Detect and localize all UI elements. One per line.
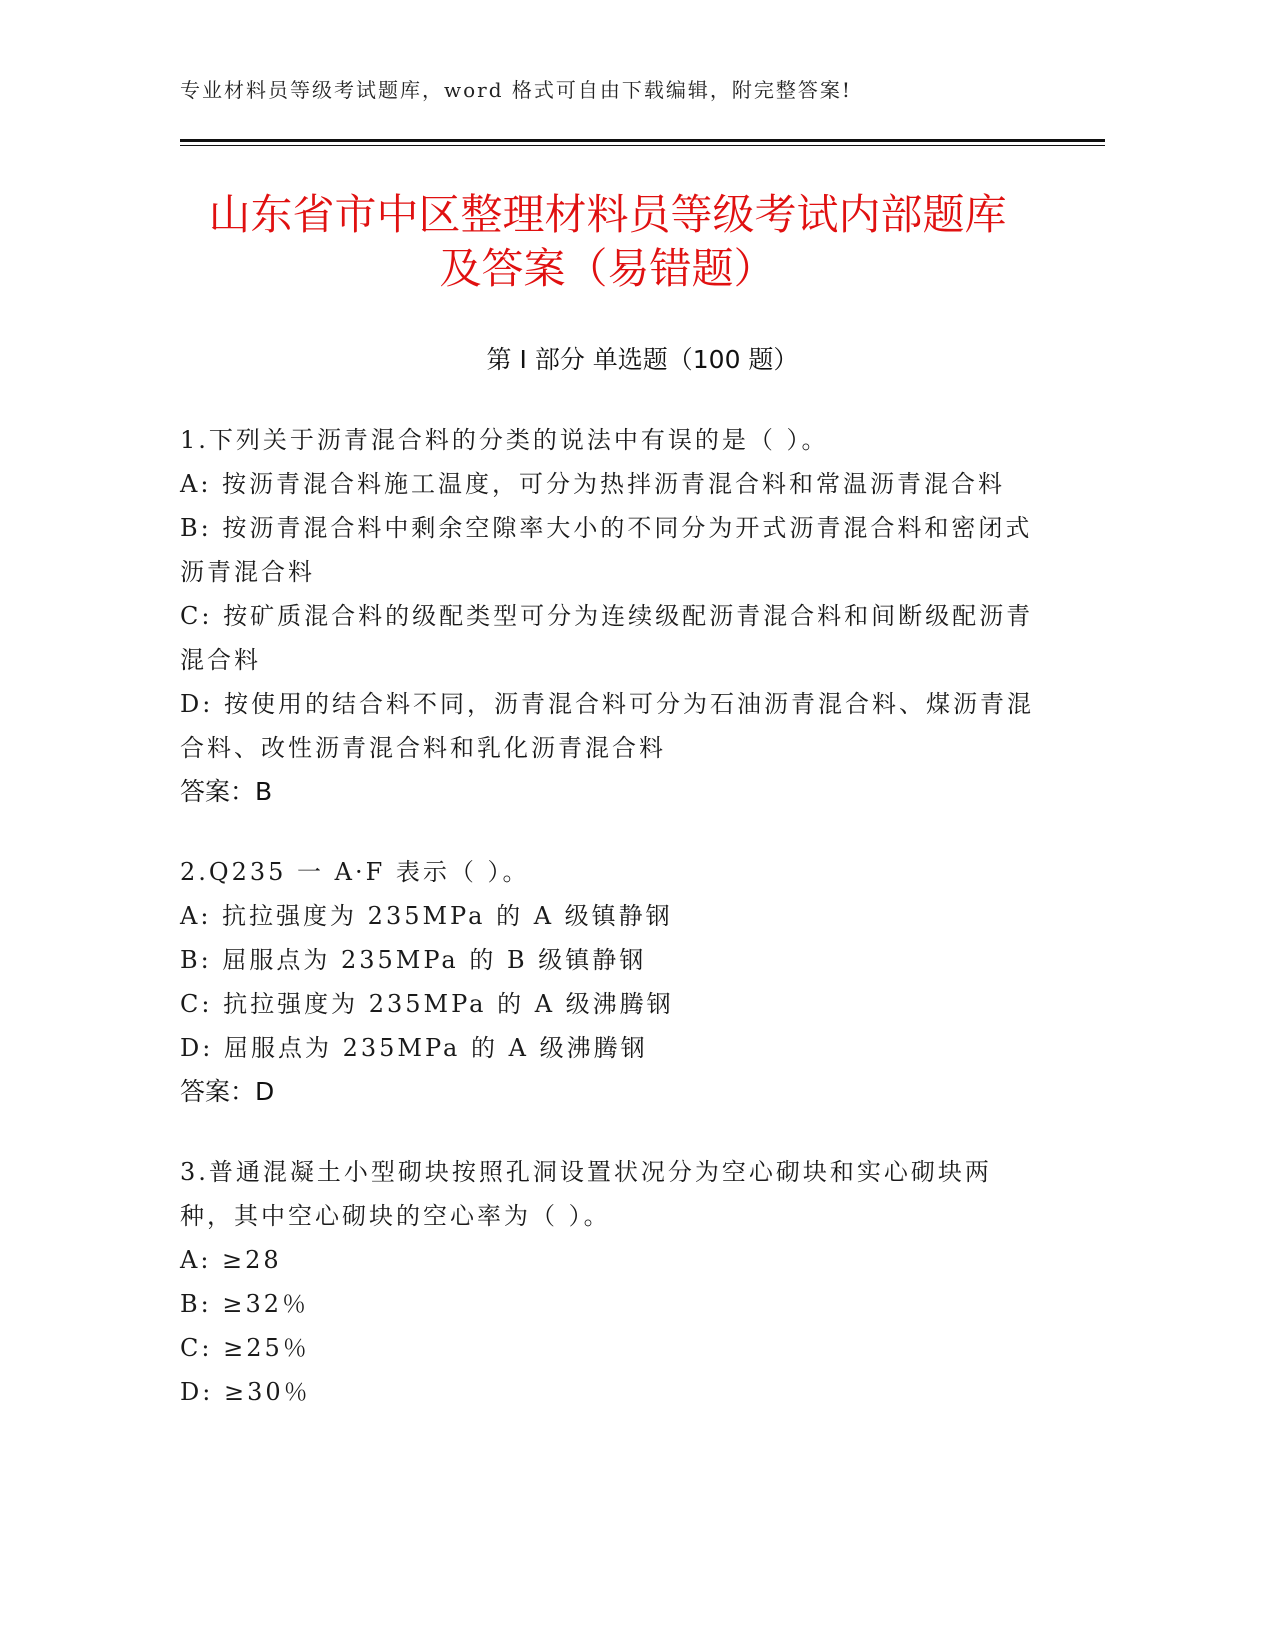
header-rule-thick: [180, 139, 1105, 142]
document-title: [150, 188, 1065, 296]
header-rule-thin: [180, 145, 1105, 146]
question-stem: 2.Q235 一 A·F 表示（ ）。: [180, 858, 530, 886]
option-c: C: 按矿质混合料的级配类型可分为连续级配沥青混合料和间断级配沥青混合料: [180, 602, 1034, 674]
question-3: [180, 1150, 1040, 1414]
option-c: C: ≥25％: [180, 1334, 310, 1362]
option-b: B: ≥32％: [180, 1290, 309, 1318]
question-stem: 3.普通混凝土小型砌块按照孔洞设置状况分为空心砌块和实心砌块两种，其中空心砌块的空心率为（ ）。: [180, 1158, 992, 1230]
option-c: C: 抗拉强度为 235MPa 的 A 级沸腾钢: [180, 990, 674, 1018]
option-a: A: ≥28: [180, 1246, 282, 1274]
question-1: [180, 418, 1040, 814]
section-title: 第 I 部分 单选题（100 题）: [486, 345, 799, 374]
option-d: D: 按使用的结合料不同，沥青混合料可分为石油沥青混合料、煤沥青混合料、改性沥青混合料和乳化沥青混合料: [180, 690, 1034, 762]
document-title-line-2: 及答案（易错题）: [439, 244, 776, 293]
option-d: D: 屈服点为 235MPa 的 A 级沸腾钢: [180, 1034, 648, 1062]
option-a: A: 抗拉强度为 235MPa 的 A 级镇静钢: [180, 902, 673, 930]
document-title-line-1: 山东省市中区整理材料员等级考试内部题库: [208, 190, 1007, 239]
option-a: A: 按沥青混合料施工温度，可分为热拌沥青混合料和常温沥青混合料: [180, 470, 1006, 498]
option-b: B: 屈服点为 235MPa 的 B 级镇静钢: [180, 946, 647, 974]
option-d: D: ≥30％: [180, 1378, 311, 1406]
question-2: [180, 850, 1040, 1114]
question-stem: 1.下列关于沥青混合料的分类的说法中有误的是（ ）。: [180, 426, 829, 454]
header-note: 专业材料员等级考试题库，word 格式可自由下载编辑，附完整答案!: [180, 78, 852, 102]
option-b: B: 按沥青混合料中剩余空隙率大小的不同分为开式沥青混合料和密闭式沥青混合料: [180, 514, 1033, 586]
question-list: [180, 418, 1040, 1450]
answer: 答案：B: [180, 777, 273, 806]
answer: 答案：D: [180, 1077, 275, 1106]
